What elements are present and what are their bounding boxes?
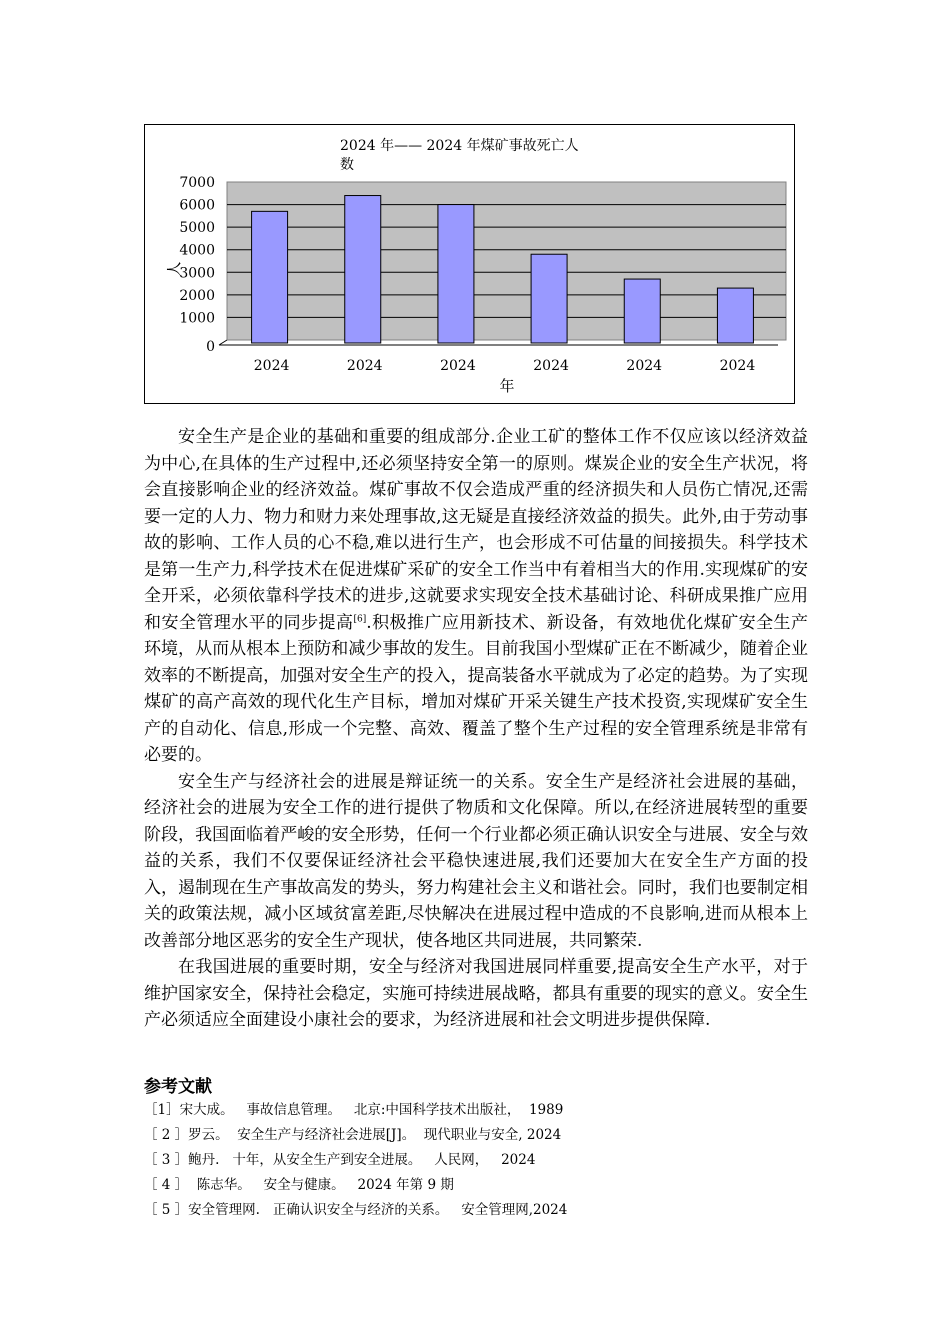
reference-item: ［ 3 ］鲍丹. 十年，从安全生产到安全进展。 人民网， 2024 — [144, 1152, 536, 1168]
paragraph-2: 安全生产与经济社会的进展是辩证统一的关系。安全生产是经济社会进展的基础， 经济社会的进展为安全工作的进行提供了物质和文化保障。所以,在经济进展转型的重要阶段，我国面临着严峻的安全形势，任何一个行业都必须正确认识安全与进展、安全与效益的关系，我们不仅要保证经济社会平稳快速进展,我们还要加大在安全生产方面的投入，遏制现在生产事故高发的势头，努力构建社会主义和谐社会。同时，我们也要制定相关的政策法规，减小区域贫富差距,尽快解决在进展过程中造成的不良影响,进而从根本上改善部分地区恶劣的安全生产现状，使各地区共同进展，共同繁荣. — [144, 771, 808, 951]
x-tick-label: 2024 — [626, 358, 663, 374]
references-heading: 参考文献 — [144, 1077, 212, 1097]
x-tick-label: 2024 — [533, 358, 569, 374]
chart-title — [340, 137, 640, 175]
x-tick-label: 2024 — [440, 358, 476, 374]
paragraph-1-text-b: .积极推广应用新技术、新设备，有效地优化煤矿安全生产环境，从而从根本上预防和减少事故的发生。目前我国小型煤矿正在不断减少，随着企业效率的不断提高，加强对安全生产的投入，提高装备水平就成为了必定的趋势。为了实现煤矿的高产高效的现代化生产目标，增加对煤矿开采关键生产技术投资,实现煤矿安全生产的自动化、信息,形成一个完整、高效、覆盖了整个生产过程的安全管理系统是非常有必要的。 — [144, 612, 809, 765]
y-tick-label: 2000 — [179, 287, 215, 304]
y-tick-label: 4000 — [179, 242, 215, 259]
bar — [624, 279, 660, 343]
reference-item: ［ 4 ］ 陈志华。 安全与健康。 2024 年第 9 期 — [144, 1177, 454, 1193]
paragraph-3: 在我国进展的重要时期，安全与经济对我国进展同样重要,提高安全生产水平，对于维护国家安全，保持社会稳定，实施可持续进展战略，都具有重要的现实的意义。安全生产必须适应全面建设小康社会的要求，为经济进展和社会文明进步提供保障. — [144, 957, 808, 1030]
reference-item: ［1］宋大成。 事故信息管理。 北京:中国科学技术出版社， 1989 — [144, 1102, 564, 1118]
bar — [438, 205, 474, 343]
x-tick-label: 2024 — [253, 358, 290, 374]
bar — [252, 211, 288, 343]
chart-title-line-1: 2024 年—— 2024 年煤矿事故死亡人 — [340, 138, 579, 154]
bar — [531, 254, 567, 343]
paragraph-1-text-a: 安全生产是企业的基础和重要的组成部分.企业工矿的整体工作不仅应该以经济效益为中心,在具体的生产过程中,还必须坚持安全第一的原则。煤炭企业的安全生产状况，将会直接影响企业的经济效益。煤矿事故不仅会造成严重的经济损失和人员伤亡情况,还需要一定的人力、物力和财力来处理事故,这无疑是直接经济效益的损失。此外,由于劳动事故的影响、工作人员的心不稳,难以进行生产，也会形成不可估量的间接损失。科学技术是第一生产力,科学技术在促进煤矿采矿的安全工作当中有着相当大的作用.实现煤矿的安全开采，必须依靠科学技术的进步,这就要求实现安全技术基础讨论、科研成果推广应用和安全管理水平的同步提高 — [144, 427, 808, 633]
bar-chart — [144, 124, 795, 404]
bar — [345, 196, 381, 343]
x-axis-label: 年 — [499, 377, 515, 395]
y-tick-label: 3000 — [179, 265, 215, 282]
chart-title-line-2: 数 — [340, 157, 354, 173]
paragraph-1 — [144, 424, 808, 769]
reference-item: ［ 2 ］罗云。 安全生产与经济社会进展[J]。 现代职业与安全, 2024 — [144, 1127, 562, 1143]
reference-item: ［ 5 ］安全管理网. 正确认识安全与经济的关系。 安全管理网,2024 — [144, 1202, 568, 1218]
y-tick-label: 7000 — [179, 175, 215, 191]
y-axis-label: 人 — [165, 261, 183, 277]
bar — [717, 288, 753, 343]
article-body — [144, 424, 808, 1034]
y-tick-label: 0 — [206, 339, 215, 355]
references-list — [144, 1098, 808, 1223]
x-tick-label: 2024 — [346, 358, 383, 374]
y-tick-label: 5000 — [179, 220, 215, 237]
floor-edge — [219, 340, 227, 345]
plot-area — [227, 182, 786, 340]
y-tick-label: 6000 — [179, 197, 215, 214]
citation-6: [6] — [353, 613, 367, 624]
x-tick-label: 2024 — [719, 358, 756, 374]
y-tick-label: 1000 — [179, 310, 215, 327]
